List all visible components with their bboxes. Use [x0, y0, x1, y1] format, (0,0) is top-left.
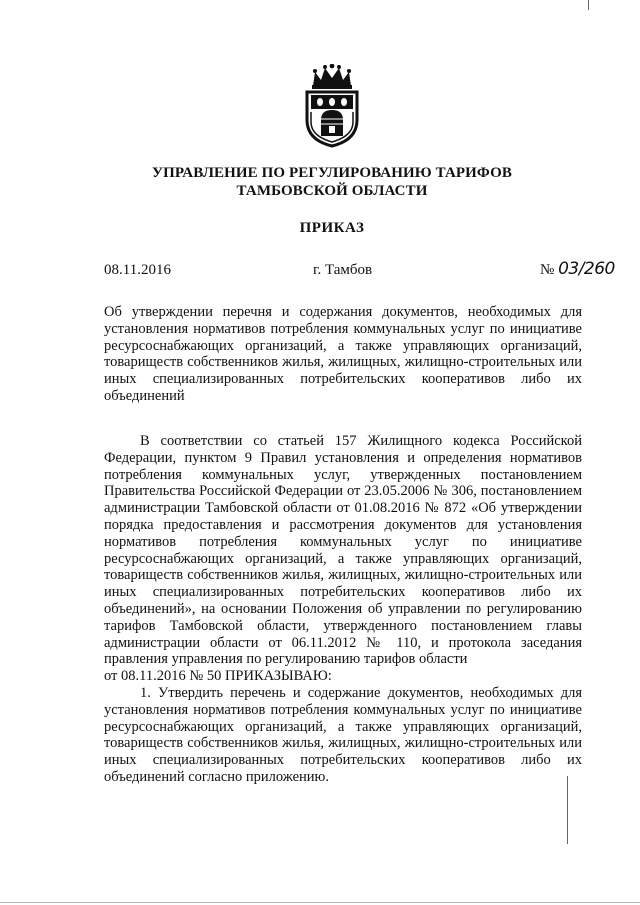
item-line: иных специализированных потребительских кооперативов либо их	[104, 752, 582, 769]
scan-top-mark	[588, 0, 589, 10]
preamble-line: администрации Тамбовской области от 01.08.2016 № 872 «Об утверждении	[104, 500, 582, 517]
subject-line: объединений	[104, 387, 185, 404]
preamble-line: ресурсоснабжающих организаций, а также управляющих организаций,	[104, 550, 582, 567]
subject-line: Об утверждении перечня и содержания документов, необходимых для	[104, 304, 582, 320]
preamble-line: правления управления по регулированию тарифов области	[104, 651, 468, 668]
preamble-line: В соответствии со статьей 157 Жилищного кодекса Российской	[140, 433, 582, 449]
item-line: установления нормативов потребления коммунальных услуг по инициативе	[104, 701, 582, 718]
item-line: ресурсоснабжающих организаций, а также управляющих организаций,	[104, 718, 582, 735]
document-type-title: ПРИКАЗ	[299, 220, 365, 236]
subject-line: товариществ собственников жилья, жилищных, жилищно-строительных или	[104, 354, 582, 371]
subject-line: иных специализированных потребительских кооперативов либо их	[104, 371, 582, 388]
preamble-line: нормативов потребления коммунальных услуг по инициативе	[104, 533, 582, 550]
coat-of-arms-icon	[301, 64, 363, 148]
organization-name-line2: ТАМБОВСКОЙ ОБЛАСТИ	[236, 183, 428, 199]
order-subject	[104, 304, 582, 405]
number-prefix: №	[540, 262, 555, 278]
preamble-line: Правительства Российской Федерации от 23.05.2006 № 306, постановлением	[104, 483, 582, 500]
document-place: г. Тамбов	[313, 262, 373, 278]
subject-line: установления нормативов потребления коммунальных услуг по инициативе	[104, 320, 582, 337]
preamble-line: товариществ собственников жилья, жилищных, жилищно-строительных или	[104, 567, 582, 584]
document-number	[540, 259, 615, 279]
handwritten-number: 03/260	[558, 259, 615, 279]
scan-margin-line	[567, 776, 568, 844]
preamble-line: от 08.11.2016 № 50 ПРИКАЗЫВАЮ:	[104, 668, 332, 685]
preamble-line: администрации области от 06.11.2012 № 110, и протокола заседания	[104, 634, 582, 651]
preamble-line: тарифов Тамбовской области, утвержденного постановлением главы	[104, 617, 582, 634]
subject-line: ресурсоснабжающих организаций, а также управляющих организаций,	[104, 337, 582, 354]
order-body	[104, 433, 582, 786]
order-item-1	[104, 685, 582, 786]
preamble-line: порядка предоставления и рассмотрения документов для установления	[104, 516, 582, 533]
preamble-line: потребления коммунальных услуг, утвержденных постановлением	[104, 466, 582, 483]
scan-bottom-edge	[0, 902, 640, 903]
item-line: объединений согласно приложению.	[104, 768, 330, 785]
preamble-paragraph	[104, 433, 582, 685]
organization-name-line1: УПРАВЛЕНИЕ ПО РЕГУЛИРОВАНИЮ ТАРИФОВ	[152, 165, 512, 181]
document-date: 08.11.2016	[104, 262, 171, 278]
item-line: 1. Утвердить перечень и содержание документов, необходимых для	[140, 684, 582, 701]
preamble-line: Федерации, пунктом 9 Правил установления и определения нормативов	[104, 449, 582, 466]
preamble-line: иных специализированных потребительских кооперативов либо их	[104, 584, 582, 601]
item-line: товариществ собственников жилья, жилищных, жилищно-строительных или	[104, 735, 582, 752]
preamble-line: объединений», на основании Положения об управлении по регулированию	[104, 600, 582, 617]
